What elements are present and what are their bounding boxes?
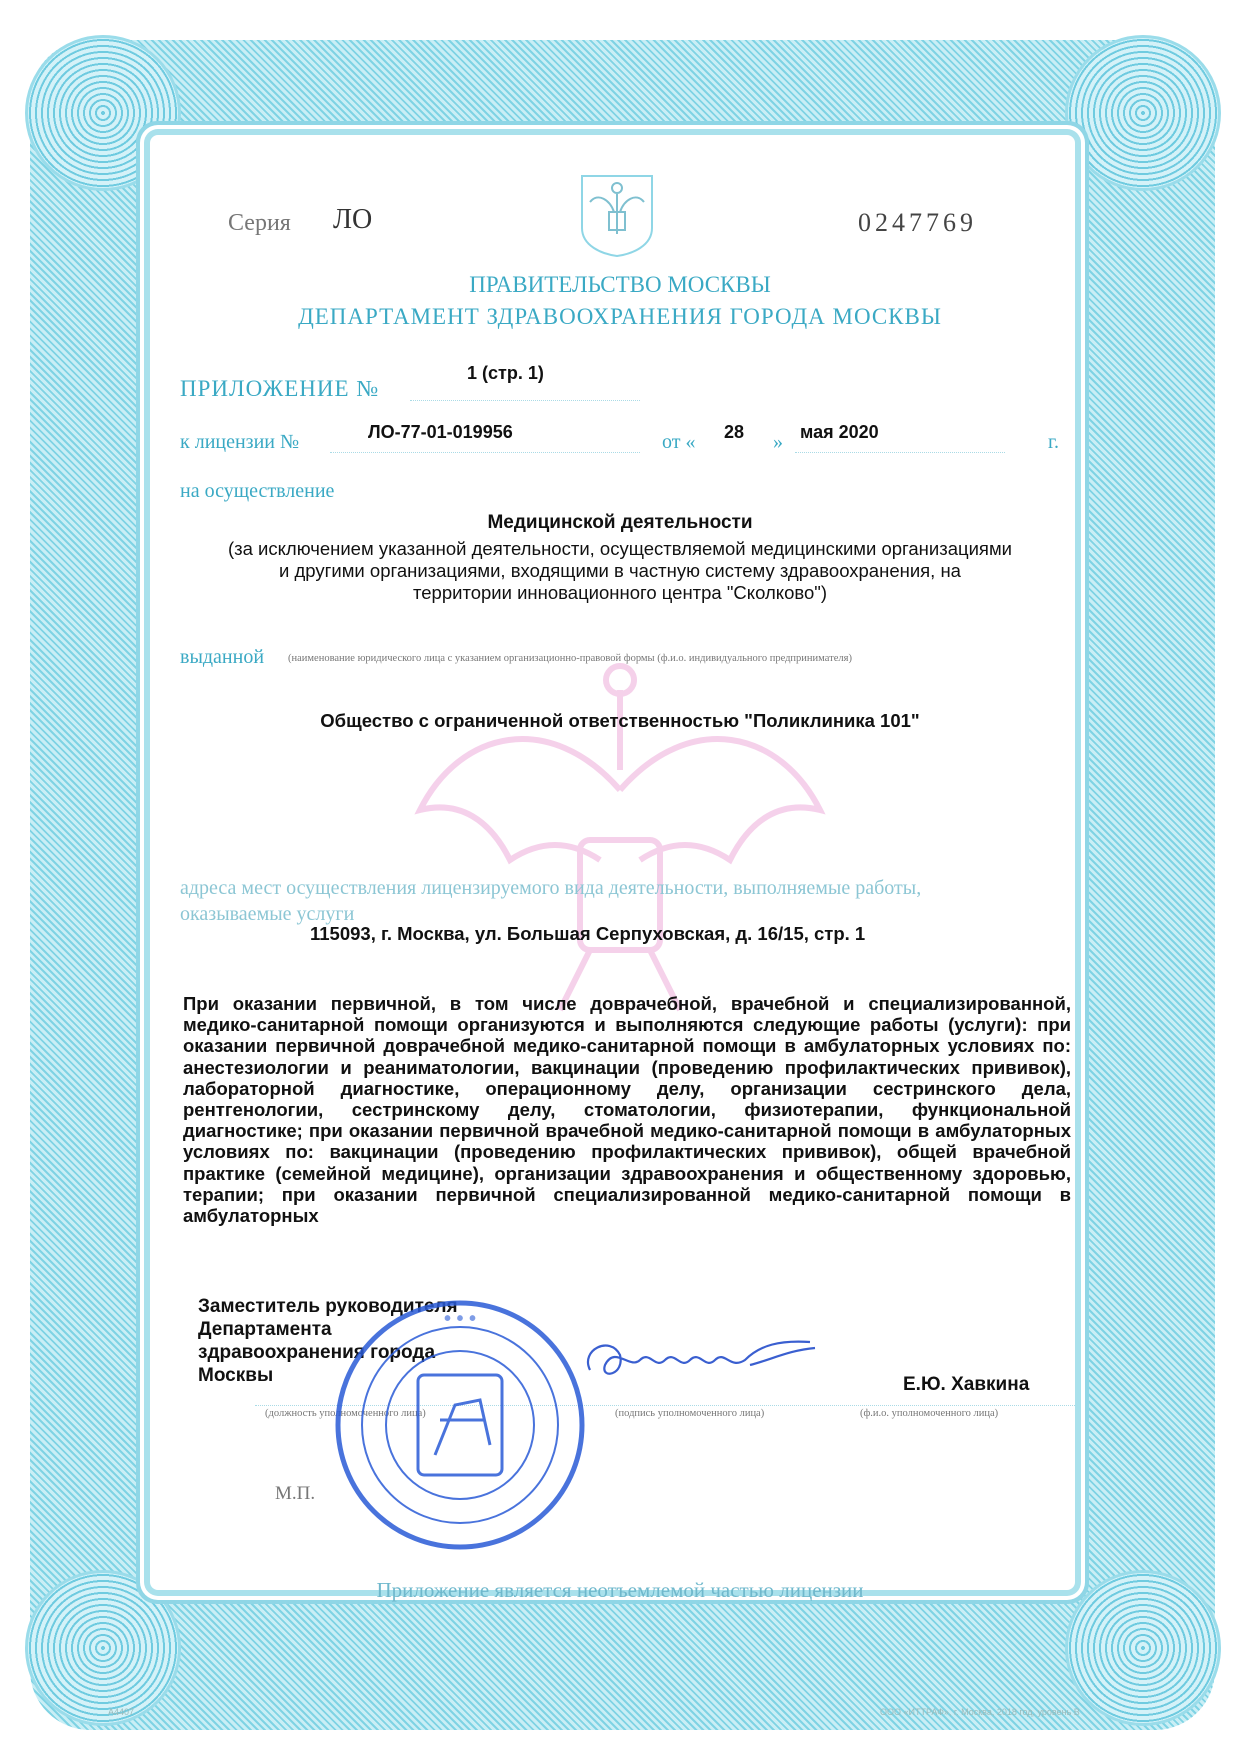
activity-label: на осуществление <box>180 480 335 502</box>
government-title: ПРАВИТЕЛЬСТВО МОСКВЫ <box>469 272 771 297</box>
license-date: мая 2020 <box>800 422 879 442</box>
corner-rosette <box>1065 35 1221 191</box>
services-text: При оказании первичной, в том числе доврачебной, врачебной и специализированной, медико-санитарной помощи организуются и выполняются следующие работы (услуги): при оказании первичной доврачебной медико-санитарной помощи в амбулаторных условиях по: анестезиологии и реаниматологии, вакцинации (проведению профилактических прививок), лабораторной диагностике, операционному делу, организации сестринского дела, рентгенологии, сестринскому делу, стоматологии, физиотерапии, функциональной диагностике; при оказании первичной врачебной медико-санитарной помощи в амбулаторных условиях по: вакцинации (проведению профилактических прививок), общей врачебной практике (семейной медицине), организации здравоохранения и общественному здоровью, терапии; при оказании первичной специализированной медико-санитарной помощи в амбулаторных <box>183 993 1071 1227</box>
signatory-name: Е.Ю. Хавкина <box>903 1374 1030 1395</box>
note-line: и другими организациями, входящими в частную систему здравоохранения, на <box>279 560 961 581</box>
caption-signature: (подпись уполномоченного лица) <box>615 1408 765 1419</box>
coat-of-arms-icon <box>578 172 656 258</box>
license-from-close: » <box>773 431 783 453</box>
license-label: к лицензии № <box>180 431 300 453</box>
integral-note: Приложение является неотъемлемой частью лицензии <box>376 1578 864 1602</box>
position-line: Заместитель руководителя <box>198 1296 458 1317</box>
note-line: (за исключением указанной деятельности, осуществляемой медицинскими организациями <box>227 538 1013 559</box>
address-label-2: оказываемые услуги <box>180 903 355 925</box>
seal-label: М.П. <box>275 1483 316 1504</box>
department-title: ДЕПАРТАМЕНТ ЗДРАВООХРАНЕНИЯ ГОРОДА МОСКВЫ <box>298 304 942 329</box>
handwritten-signature <box>570 1330 830 1390</box>
corner-rosette <box>25 1570 181 1726</box>
issued-label: выданной <box>180 646 265 668</box>
license-year-suffix: г. <box>1048 431 1059 453</box>
address-label: адреса мест осуществления лицензируемого вида деятельности, выполняемые работы, <box>180 877 922 899</box>
position-line: Департамента <box>198 1319 332 1340</box>
svg-text:• • •: • • • <box>443 1308 477 1330</box>
license-number: ЛО-77-01-019956 <box>368 422 513 442</box>
printer-info: ООО «ИТТРАФ», г. Москва, 2018 год, уровень В <box>880 1707 1080 1717</box>
caption-position: (должность уполномоченного лица) <box>265 1408 426 1419</box>
organization-name: Общество с ограниченной ответственностью "Поликлиника 101" <box>320 710 920 731</box>
address-value: 115093, г. Москва, ул. Большая Серпуховская, д. 16/15, стр. 1 <box>310 923 866 944</box>
caption-name: (ф.и.о. уполномоченного лица) <box>860 1408 999 1419</box>
form-code: А4407 <box>108 1707 135 1717</box>
activity-title: Медицинской деятельности <box>487 512 753 533</box>
license-from-open: от « <box>662 431 696 453</box>
position-line: здравоохранения города <box>198 1342 436 1363</box>
note-line: территории инновационного центра "Сколково") <box>412 582 827 603</box>
series-value: ЛО <box>333 204 373 235</box>
appendix-label: ПРИЛОЖЕНИЕ № <box>180 376 380 401</box>
issued-hint: (наименование юридического лица с указанием организационно-правовой формы (ф.и.о. индивидуального предпринимателя) <box>288 653 852 664</box>
official-stamp <box>330 1295 590 1555</box>
activity-note <box>170 538 1070 604</box>
document-number: 0247769 <box>858 208 977 237</box>
series-label: Серия <box>228 210 291 236</box>
position-line: Москвы <box>198 1365 274 1386</box>
corner-rosette <box>1065 1570 1221 1726</box>
eagle-watermark-icon <box>400 650 840 1030</box>
appendix-number: 1 (стр. 1) <box>467 363 544 383</box>
license-day: 28 <box>724 422 745 442</box>
